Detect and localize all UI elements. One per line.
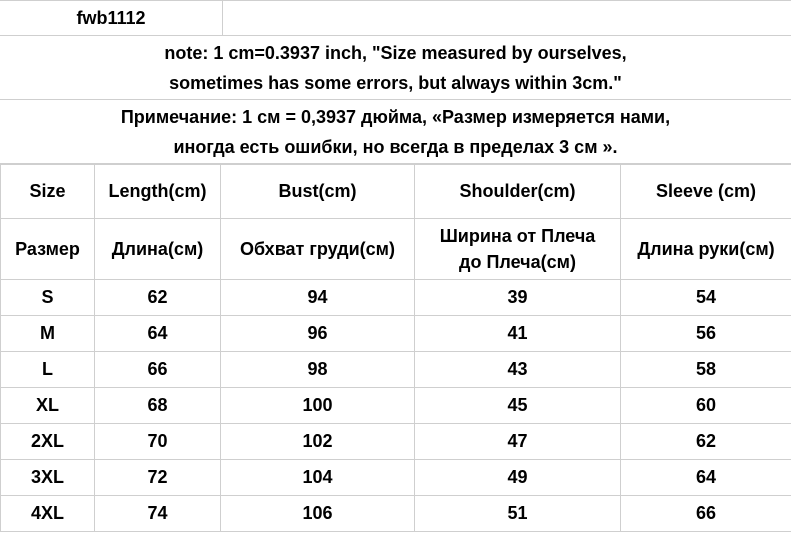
sleeve-cell: 66 (621, 496, 791, 532)
sleeve-cell: 58 (621, 352, 791, 388)
size-cell: L (1, 352, 95, 388)
header-bust: Bust(cm) (221, 165, 415, 219)
shoulder-cell: 51 (415, 496, 621, 532)
header-bust-ru: Обхват груди(см) (221, 219, 415, 280)
note-russian-line-1: Примечание: 1 см = 0,3937 дюйма, «Размер измеряется нами, (120, 106, 671, 127)
bust-cell: 106 (221, 496, 415, 532)
note-english-line-1: note: 1 cm=0.3937 inch, "Size measured by ourselves, (164, 42, 627, 63)
header-sleeve: Sleeve (cm) (621, 165, 791, 219)
shoulder-cell: 49 (415, 460, 621, 496)
bust-cell: 96 (221, 316, 415, 352)
table-row (1, 496, 791, 532)
note-russian-line-2: иногда есть ошибки, но всегда в пределах 3 см ». (173, 136, 618, 157)
sleeve-cell: 56 (621, 316, 791, 352)
length-cell: 62 (95, 280, 221, 316)
size-cell: 4XL (1, 496, 95, 532)
table-row (1, 280, 791, 316)
note-english-line-2: sometimes has some errors, but always within 3cm." (169, 72, 622, 93)
product-code: fwb1112 (0, 1, 223, 35)
size-cell: S (1, 280, 95, 316)
bust-cell: 98 (221, 352, 415, 388)
header-length-ru: Длина(см) (95, 219, 221, 280)
table-row (1, 352, 791, 388)
product-code-row (0, 0, 791, 36)
shoulder-cell: 45 (415, 388, 621, 424)
size-cell: XL (1, 388, 95, 424)
header-row-english (1, 165, 791, 219)
sleeve-cell: 54 (621, 280, 791, 316)
bust-cell: 102 (221, 424, 415, 460)
header-size: Size (1, 165, 95, 219)
header-shoulder: Shoulder(cm) (415, 165, 621, 219)
shoulder-cell: 41 (415, 316, 621, 352)
shoulder-cell: 43 (415, 352, 621, 388)
size-cell: 2XL (1, 424, 95, 460)
table-row (1, 316, 791, 352)
shoulder-cell: 47 (415, 424, 621, 460)
sleeve-cell: 62 (621, 424, 791, 460)
header-shoulder-ru-line-1: Ширина от Плеча (439, 226, 596, 246)
note-russian (0, 100, 791, 164)
sleeve-cell: 64 (621, 460, 791, 496)
shoulder-cell: 39 (415, 280, 621, 316)
sleeve-cell: 60 (621, 388, 791, 424)
header-length: Length(cm) (95, 165, 221, 219)
length-cell: 70 (95, 424, 221, 460)
size-cell: 3XL (1, 460, 95, 496)
note-english (0, 36, 791, 100)
table-row (1, 424, 791, 460)
length-cell: 74 (95, 496, 221, 532)
bust-cell: 94 (221, 280, 415, 316)
size-table (0, 164, 791, 532)
bust-cell: 104 (221, 460, 415, 496)
table-row (1, 388, 791, 424)
length-cell: 64 (95, 316, 221, 352)
header-size-ru: Размер (1, 219, 95, 280)
header-shoulder-ru (415, 219, 621, 280)
size-cell: M (1, 316, 95, 352)
header-sleeve-ru: Длина руки(см) (621, 219, 791, 280)
bust-cell: 100 (221, 388, 415, 424)
length-cell: 68 (95, 388, 221, 424)
header-shoulder-ru-line-2: до Плеча(см) (459, 252, 576, 272)
length-cell: 72 (95, 460, 221, 496)
length-cell: 66 (95, 352, 221, 388)
table-row (1, 460, 791, 496)
header-row-russian (1, 219, 791, 280)
